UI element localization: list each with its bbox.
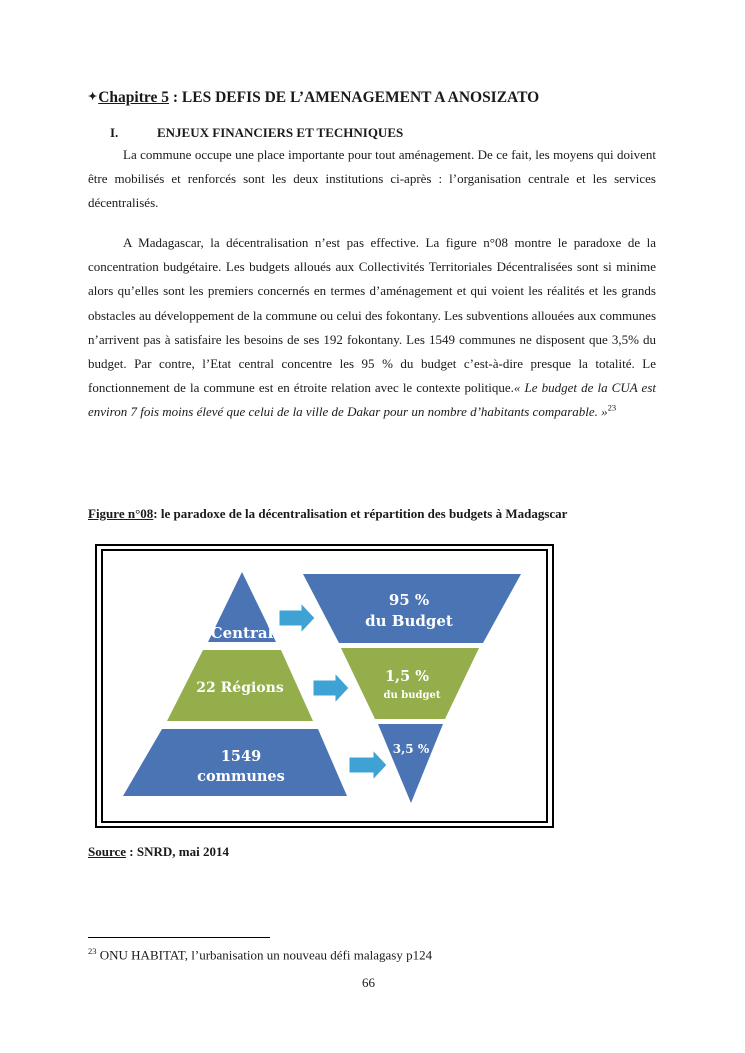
paragraph-2-quote: « Le budget de la CUA est environ 7 fois moins élevé que celui de la ville de Dakar pour un nombre d’habitants comparable. » xyxy=(88,380,656,420)
footnote xyxy=(88,946,432,963)
section-number: I. xyxy=(110,125,119,140)
source-label: Source xyxy=(88,844,127,859)
figure-inner-frame xyxy=(101,549,548,823)
chapter-heading xyxy=(88,89,539,107)
arrow-regions-icon xyxy=(313,673,349,703)
figure-frame xyxy=(95,544,554,828)
chapter-title: : LES DEFIS DE L’AMENAGEMENT A ANOSIZATO xyxy=(168,89,540,106)
figure-caption-text: : le paradoxe de la décentralisation et répartition des budgets à Madagscar xyxy=(153,506,568,521)
pyramid-middle-label: 22 Régions xyxy=(196,680,284,696)
figure-caption-label: Figure n°08 xyxy=(88,506,154,521)
paragraph-1: La commune occupe une place importante pour tout aménagement. De ce fait, les moyens qui doivent être mobilisés et renforcés sont les deux institutions ci-après : l’organisation centrale et les services décentralisés. xyxy=(88,147,656,211)
section-heading xyxy=(110,125,403,141)
section-title: ENJEUX FINANCIERS ET TECHNIQUES xyxy=(157,125,404,140)
pyramid-bottom-label-line2: communes xyxy=(197,768,285,785)
budget-top-label-line2: du Budget xyxy=(365,612,453,630)
budget-middle-label-line1: 1,5 % xyxy=(384,668,430,685)
decentralisation-diagram xyxy=(103,551,546,823)
budget-middle-label-line2: du budget xyxy=(383,690,441,701)
figure-source xyxy=(88,844,229,860)
page-number: 66 xyxy=(362,975,375,990)
footnote-number: 23 xyxy=(88,946,97,956)
footnote-divider xyxy=(88,937,270,938)
source-text: : SNRD, mai 2014 xyxy=(126,844,229,859)
footnote-reference: 23 xyxy=(607,403,617,414)
budget-bottom-label: 3,5 % xyxy=(392,742,430,756)
diamond-bullet-icon: ✦ xyxy=(88,91,98,103)
paragraph-2-text: A Madagascar, la décentralisation n’est pas effective. La figure n°08 montre le paradoxe de la concentration budgétaire. Les budgets alloués aux Collectivités Territoriales Décentralisées sont si minime alors qu’elles sont les premiers concernés en termes d’aménagement et qui voient les réalités et les grands obstacles au développement de la commune ou celui des fokontany. Les subventions allouées aux communes n’arrivent pas à satisfaire les besoins de ses 192 fokontany. Les 1549 communes ne disposent que 3,5% du budget. Par contre, l’Etat central concentre les 95 % du budget c’est-à-dire presque la totalité. Le fonctionnement de la commune est en étroite relation avec le contexte politique. xyxy=(88,235,656,396)
figure-caption xyxy=(88,506,567,522)
pyramid-bottom-label-line1: 1549 xyxy=(220,748,262,765)
paragraph-2 xyxy=(88,231,656,425)
budget-top-label-line1: 95 % xyxy=(388,591,430,609)
arrow-communes-icon xyxy=(349,750,387,780)
arrow-central-icon xyxy=(279,603,315,633)
budget-communes-segment xyxy=(378,724,443,803)
chapter-label: Chapitre 5 xyxy=(98,89,169,106)
pyramid-top-label: Central xyxy=(210,624,274,642)
footnote-text: ONU HABITAT, l’urbanisation un nouveau défi malagasy p124 xyxy=(96,947,433,963)
